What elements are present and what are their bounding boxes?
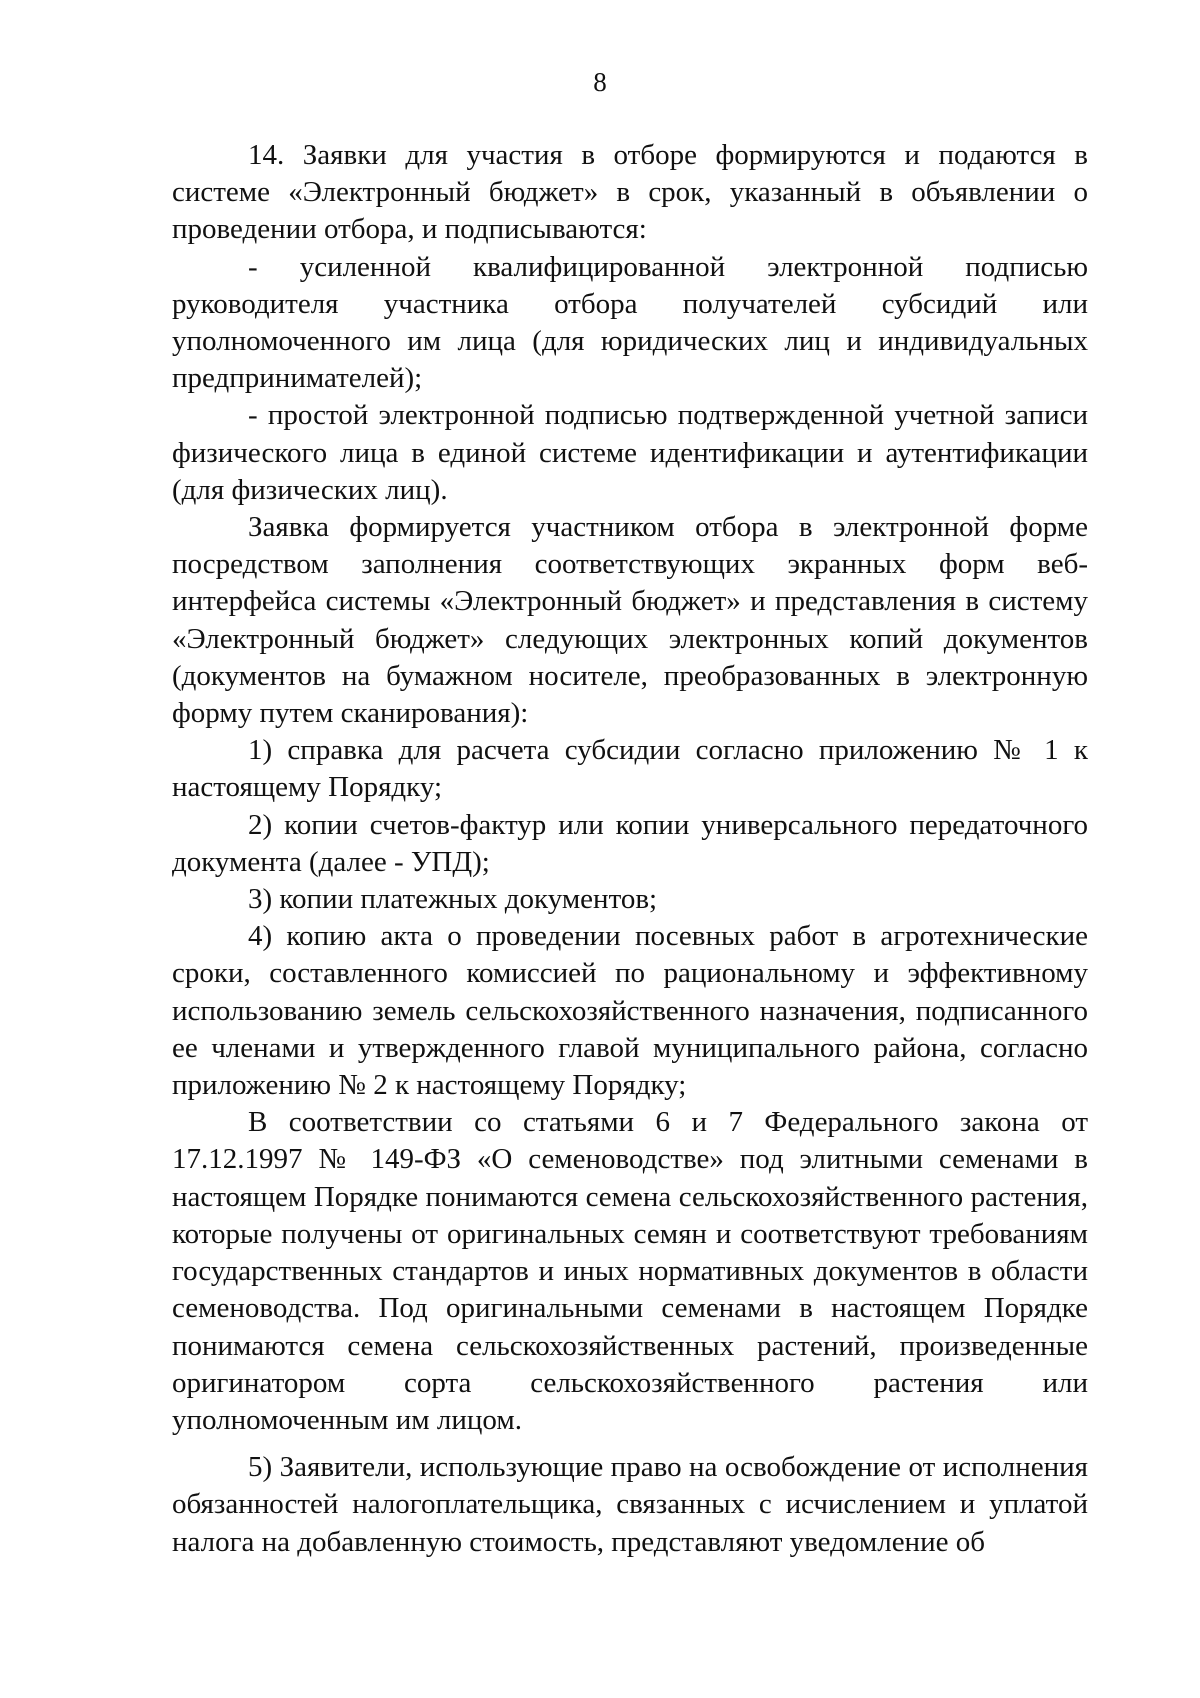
paragraph-application-formation: Заявка формируется участником отбора в электронной форме посредством заполнения соответствующих экранных форм веб-интерфейса системы «Электронный бюджет» и представления в систему «Электронный бюджет» следующих электронных копий документов (документов на бумажном носителе, преобразованных в электронную форму путем сканирования): bbox=[172, 511, 1088, 730]
document-body bbox=[172, 137, 1088, 1561]
list-item-1: 1) справка для расчета субсидии согласно приложению № 1 к настоящему Порядку; bbox=[172, 734, 1088, 804]
page-number: 8 bbox=[593, 67, 607, 97]
list-item-3: 3) копии платежных документов; bbox=[248, 883, 658, 916]
paragraph-seed-law: В соответствии со статьями 6 и 7 Федерального закона от 17.12.1997 № 149-ФЗ «О семеноводстве» под элитными семенами в настоящем Порядке понимаются семена сельскохозяйственного растения, которые получены от оригинальных семян и соответствуют требованиям государственных стандартов и иных нормативных документов в области семеноводства. Под оригинальными семенами в настоящем Порядке понимаются семена сельскохозяйственных растений, произведенные оригинатором сорта сельскохозяйственного растения или уполномоченным им лицом. bbox=[172, 1106, 1088, 1436]
list-item-2: 2) копии счетов-фактур или копии универсального передаточного документа (далее - УПД); bbox=[172, 808, 1088, 878]
paragraph-simple-signature: - простой электронной подписью подтвержденной учетной записи физического лица в единой системе идентификации и аутентификации (для физических лиц). bbox=[172, 399, 1088, 506]
list-item-4: 4) копию акта о проведении посевных работ в агротехнические сроки, составленного комиссией по рациональному и эффективному использованию земель сельскохозяйственного назначения, подписанного ее членами и утвержденного главой муниципального района, согласно приложению № 2 к настоящему Порядку; bbox=[172, 920, 1088, 1102]
list-item-5: 5) Заявители, использующие право на освобождение от исполнения обязанностей налогоплательщика, связанных с исчислением и уплатой налога на добавленную стоимость, представляют уведомление об bbox=[172, 1451, 1088, 1558]
paragraph-qualified-signature: - усиленной квалифицированной электронной подписью руководителя участника отбора получателей субсидий или уполномоченного им лица (для юридических лиц и индивидуальных предпринимателей); bbox=[172, 250, 1088, 395]
paragraph-14-applications: 14. Заявки для участия в отборе формируются и подаются в системе «Электронный бюджет» в срок, указанный в объявлении о проведении отбора, и подписываются: bbox=[172, 139, 1088, 246]
